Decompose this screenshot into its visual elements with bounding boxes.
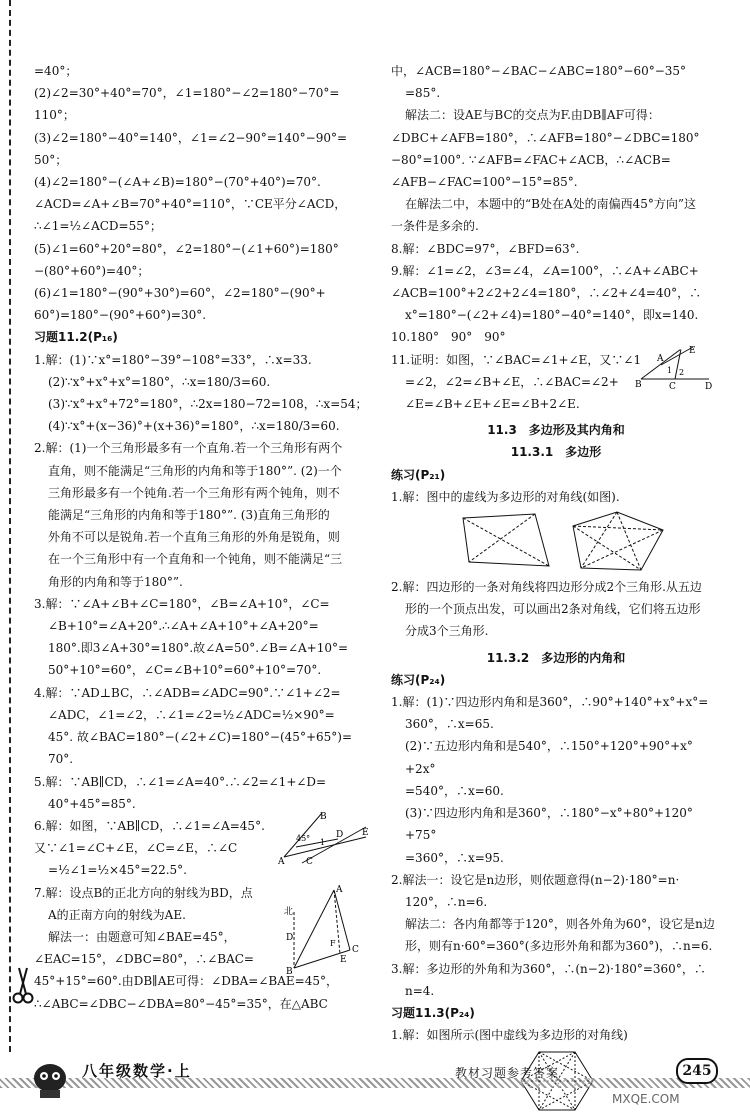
left-line: 7.解：设点B的正北方向的射线为BD，点 — [34, 885, 253, 900]
left-line: 180°.即3∠A+30°=180°.故∠A=50°.∠B=∠A+10°= — [48, 641, 349, 656]
fig11-label-c: C — [669, 381, 676, 392]
left-line: 外角不可以是锐角.若一个直角三角形的外角是锐角，则 — [48, 530, 340, 545]
right-line: ∠AFB−∠FAC=100°−15°=85°. — [391, 175, 578, 190]
right-line: ∠E=∠B+∠E+∠E=∠B+2∠E. — [405, 397, 580, 412]
right-line: 1.解：图中的虚线为多边形的对角线(如图). — [391, 489, 620, 504]
left-line: 在一个三角形中有一个直角和一个钝角，则不能满足“三 — [48, 552, 343, 567]
fig6-label-b: B — [320, 811, 327, 822]
left-line: 能满足“三角形的内角和等于180°”. (3)直角三角形的 — [48, 508, 330, 523]
right-line: (3)∵四边形内角和是360°，∴180°−x°+80°+120°+75° — [405, 806, 693, 843]
left-line: 70°. — [48, 752, 74, 767]
left-line: ∠EAC=15°，∠DBC=80°，∴∠BAC= — [34, 952, 254, 967]
left-line: (3)∠2=180°−40°=140°，∠1=∠2−90°=140°−90°= — [34, 130, 348, 145]
exercise-heading: 习题11.3(P₂₄) — [391, 1005, 475, 1020]
left-line: =½∠1=½×45°=22.5°. — [48, 863, 187, 878]
right-column — [391, 60, 721, 1112]
left-line: 6.解：如图，∵AB∥CD，∴∠1=∠A=45°. — [34, 818, 265, 833]
right-line: 8.解：∠BDC=97°，∠BFD=63°. — [391, 241, 580, 256]
right-line: 在解法二中，本题中的“B处在A处的南偏西45°方向”这 — [405, 197, 697, 212]
fig11-label-d: D — [705, 381, 713, 392]
fig11-label-a: A — [657, 353, 664, 364]
left-line: 又∵∠1=∠C+∠E，∠C=∠E，∴∠C — [34, 841, 238, 856]
left-line: 50°； — [34, 152, 68, 167]
left-line: (4)∵x°+(x−36)°+(x+36)°=180°，∴x=180/3=60. — [48, 419, 340, 434]
figure-7 — [282, 884, 368, 976]
exercise-heading: 练习(P₂₁) — [391, 467, 446, 482]
right-line: =540°，∴x=60. — [405, 783, 504, 798]
fig6-label-c: C — [306, 856, 313, 865]
fig7-label-a: A — [336, 884, 343, 895]
right-line: 形的一个顶点出发，可以画出2条对角线，它们将五边形 — [405, 602, 701, 617]
left-line: 1.解：(1)∵x°=180°−39°−108°=33°，∴x=33. — [34, 352, 312, 367]
exercise-heading: 习题11.2(P₁₆) — [34, 330, 118, 345]
right-line: 一条件是多余的. — [391, 219, 479, 234]
fig6-label-e: E — [362, 827, 369, 838]
left-line: A的正南方向的射线为AE. — [48, 907, 186, 922]
left-line: 50°+10°=60°，∠C=∠B+10°=60°+10°=70°. — [48, 663, 322, 678]
footer-book-title: 八年级数学·上 — [82, 1062, 192, 1080]
fig11-label-b: B — [635, 379, 642, 390]
left-line: 角形的内角和等于180°”. — [48, 574, 183, 589]
right-line: ∠ACB=100°+2∠2+2∠4=180°，∴∠2+∠4=40°，∴ — [391, 286, 702, 301]
left-line: 4.解：∵AD⊥BC，∴∠ADB=∠ADC=90°.∵∠1+∠2= — [34, 685, 341, 700]
right-line: =360°，∴x=95. — [405, 850, 504, 865]
left-line: ∠B+10°=∠A+20°.∴∠A+∠A+10°+∠A+20°= — [48, 619, 319, 634]
page-number: 245 — [676, 1058, 718, 1084]
left-line: ∠ADC，∠1=∠2，∴∠1=∠2=½∠ADC=½×90°= — [48, 707, 335, 722]
left-line: ∠ACD=∠A+∠B=70°+40°=110°，∵CE平分∠ACD， — [34, 197, 347, 212]
left-line: (2)∠2=30°+40°=70°，∠1=180°−∠2=180°−70°= — [34, 86, 340, 101]
mascot-icon — [26, 1060, 74, 1100]
left-line: 60°)=180°−(90°+60°)=30°. — [34, 308, 207, 323]
right-line: ∠DBC+∠AFB=180°，∴∠AFB=180°−∠DBC=180° — [391, 130, 700, 145]
right-line: 1.解：如图所示(图中虚线为多边形的对角线) — [391, 1028, 628, 1043]
subsection-title: 11.3.1 多边形 — [510, 445, 602, 460]
fig7-label-f: F — [330, 938, 336, 948]
watermark: MXQE.COM — [612, 1092, 680, 1106]
section-title: 11.3 多边形及其内角和 — [487, 423, 625, 438]
subsection-title: 11.3.2 多边形的内角和 — [486, 650, 626, 665]
right-line: (2)∵五边形内角和是540°，∴150°+120°+90°+x°+2x° — [405, 739, 693, 776]
right-line: 分成3个三角形. — [405, 624, 489, 639]
right-line: =∠2，∠2=∠B+∠E，∴∠BAC=∠2+ — [405, 374, 619, 389]
fig7-north: 北 — [284, 906, 294, 917]
right-line: 360°，∴x=65. — [405, 717, 494, 732]
right-line: 解法二：设AE与BC的交点为F.由DB∥AF可得： — [405, 108, 660, 123]
right-line: 120°，∴n=6. — [405, 894, 488, 909]
exercise-heading: 练习(P₂₄) — [391, 672, 446, 687]
fig6-label-d: D — [336, 829, 344, 840]
problem-6 — [34, 811, 369, 882]
right-line: 2.解法一：设它是n边形，则依题意得(n−2)·180°=n· — [391, 872, 680, 887]
fig6-angle: 45° — [296, 833, 311, 843]
right-line: 10.180° 90° 90° — [391, 330, 506, 345]
figure-11 — [635, 345, 715, 393]
right-line: 中，∠ACB=180°−∠BAC−∠ABC=180°−60°−35° — [391, 64, 687, 78]
left-line: 三角形最多有一个钝角.若一个三角形有两个钝角，则不 — [48, 485, 340, 500]
right-line: 3.解：多边形的外角和为360°，∴(n−2)·180°=360°，∴ — [391, 961, 706, 976]
cut-line — [9, 0, 11, 1052]
right-line: x°=180°−(∠2+∠4)=180°−40°=140°，即x=140. — [405, 308, 699, 323]
right-line: 1.解：(1)∵四边形内角和是360°，∴90°+140°+x°+x°= — [391, 695, 709, 710]
left-line: 45°. 故∠BAC=180°−(∠2+∠C)=180°−(45°+65°)= — [48, 730, 353, 745]
right-line: 9.解：∠1=∠2，∠3=∠4，∠A=100°，∴∠A+∠ABC+ — [391, 263, 699, 278]
left-line: 2.解：(1)一个三角形最多有一个直角.若一个三角形有两个 — [34, 441, 343, 456]
right-line: n=4. — [405, 983, 435, 998]
left-line: 5.解：∵AB∥CD，∴∠1=∠A=40°.∴∠2=∠1+∠D= — [34, 774, 327, 789]
left-line: (5)∠1=60°+20°=80°，∠2=180°−(∠1+60°)=180° — [34, 241, 339, 256]
fig11-label-2: 2 — [679, 367, 685, 377]
right-line: 解法二：各内角都等于120°，则各外角为60°，设它是n边 — [405, 917, 715, 932]
left-line: ∴∠ABC=∠DBC−∠DBA=80°−45°=35°，在△ABC — [34, 996, 328, 1011]
fig7-label-c: C — [352, 944, 359, 955]
left-line: 45°+15°=60°.由DB∥AE可得：∠DBA=∠BAE=45°， — [34, 974, 338, 989]
fig6-label-a: A — [278, 856, 285, 865]
left-line: (3)∵x°+x°+72°=180°，∴2x=180−72=108，∴x=54； — [48, 397, 368, 412]
left-line: (6)∠1=180°−(90°+30°)=60°，∠2=180°−(90°+ — [34, 286, 326, 301]
left-line: ∴∠1=½∠ACD=55°； — [34, 219, 162, 234]
left-line: (2)∵x°+x°+x°=180°，∴x=180/3=60. — [48, 374, 271, 389]
left-line: 40°+45°=85°. — [48, 796, 136, 811]
fig7-label-d: D — [286, 932, 294, 943]
problem-11 — [391, 345, 721, 416]
left-column — [34, 60, 369, 1015]
figure-polygons — [457, 510, 667, 574]
left-line: 解法一：由题意可知∠BAE=45°， — [48, 929, 236, 944]
fig11-label-1: 1 — [667, 365, 673, 375]
left-line: (4)∠2=180°−(∠A+∠B)=180°−(70°+40°)=70°. — [34, 175, 321, 190]
left-line: 3.解：∵∠A+∠B+∠C=180°，∠B=∠A+10°，∠C= — [34, 596, 330, 611]
left-line: 110°； — [34, 108, 75, 123]
figure-6 — [278, 809, 370, 865]
fig7-label-b: B — [286, 966, 293, 976]
right-line: =85°. — [405, 86, 441, 101]
problem-7 — [34, 882, 369, 1015]
right-line: 11.证明：如图，∵∠BAC=∠1+∠E，又∵∠1 — [391, 352, 642, 367]
fig11-label-e: E — [689, 345, 696, 356]
fig7-label-e: E — [340, 954, 347, 965]
footer-section-title: 教材习题参考答案 — [455, 1066, 560, 1080]
right-line: 形，则有n·60°=360°(多边形外角和都为360°)，∴n=6. — [405, 939, 713, 954]
scissors-icon — [12, 966, 34, 1006]
left-line: −(80°+60°)=40°； — [34, 263, 150, 278]
fig6-label-1: 1 — [320, 837, 326, 847]
left-line: =40°； — [34, 64, 78, 78]
left-line: 直角，则不能满足“三角形的内角和等于180°”. (2)一个 — [48, 463, 342, 478]
page-footer — [0, 1058, 750, 1112]
right-line: 2.解：四边形的一条对角线将四边形分成2个三角形.从五边 — [391, 580, 702, 595]
right-line: −80°=100°. ∵∠AFB=∠FAC+∠ACB，∴∠ACB= — [391, 152, 671, 167]
